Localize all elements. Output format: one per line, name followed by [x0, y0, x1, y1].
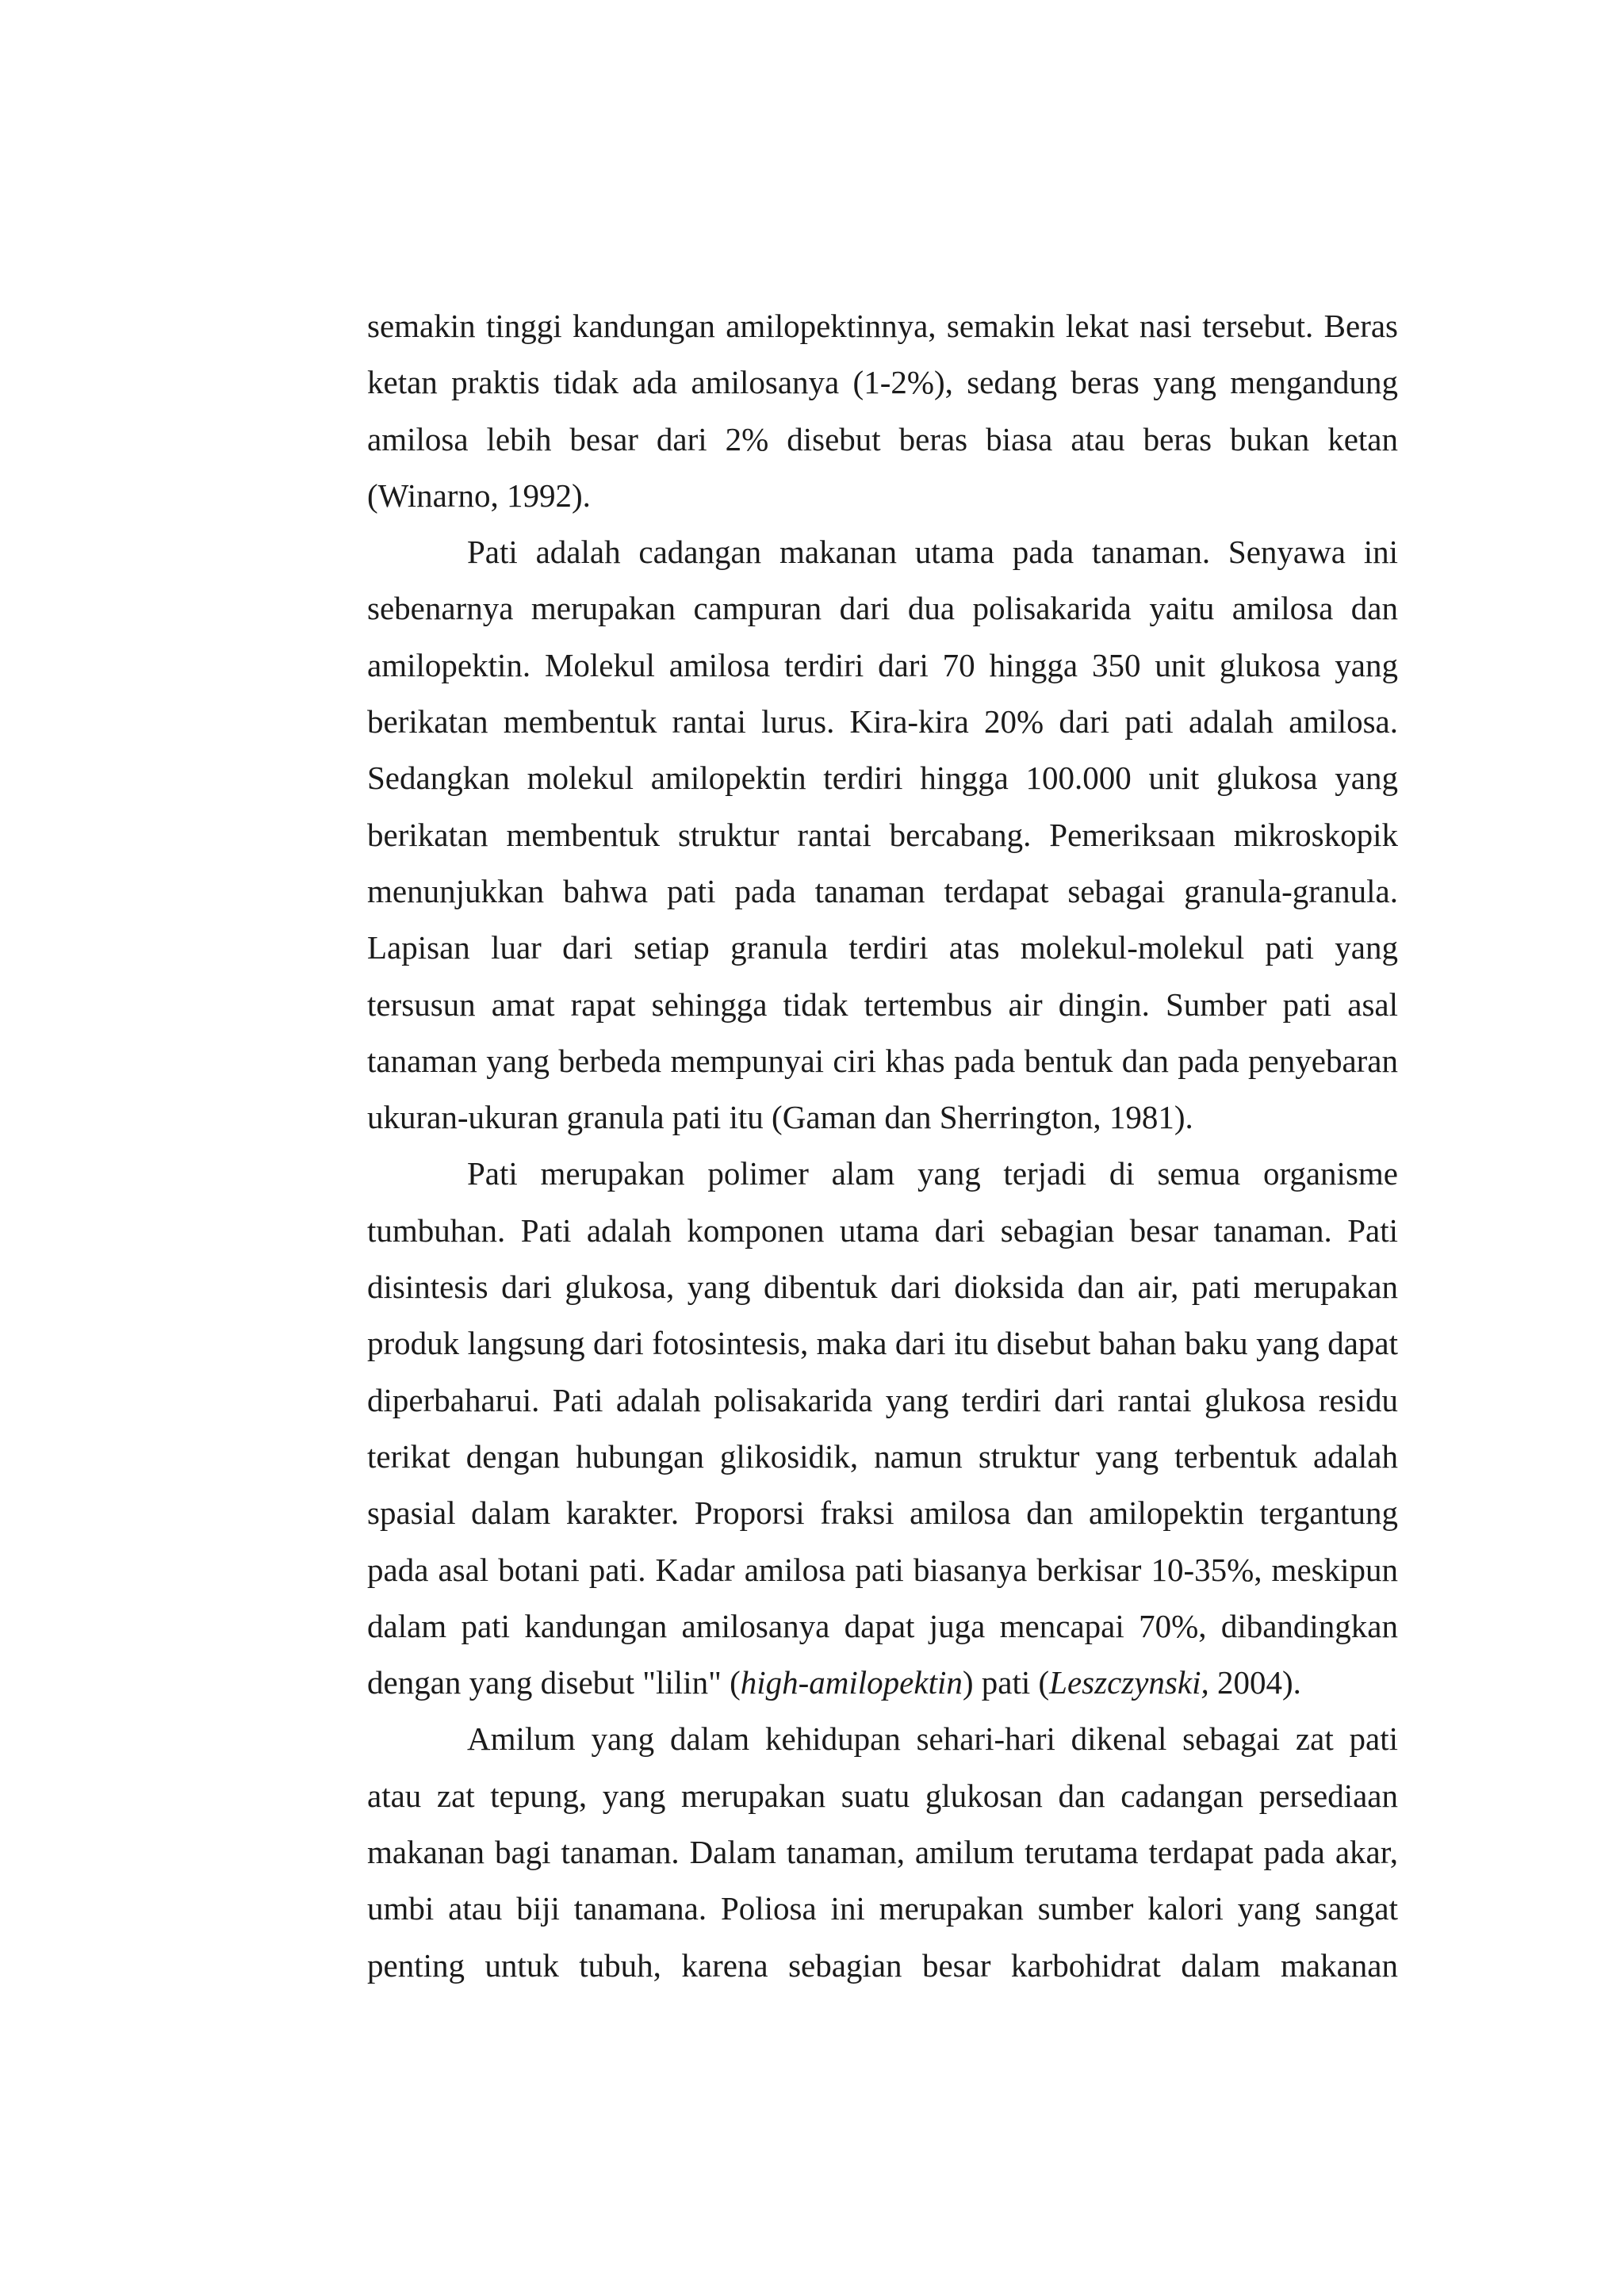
citation-year: 2004). [1208, 1664, 1301, 1701]
paragraph-1-text: semakin tinggi kandungan amilopektinnya, semakin lekat nasi tersebut. Beras ketan praktis tidak ada amilosanya (1-2%), sedang beras yang mengandung amilosa lebih besar dari 2% disebut beras biasa atau beras bukan ketan (Winarno, 1992). [367, 308, 1398, 514]
citation-author-leszczynski: Leszczynski, [1049, 1664, 1209, 1701]
paragraph-1 [367, 298, 1398, 524]
paragraph-3-text: Pati merupakan polimer alam yang terjadi di semua organisme tumbuhan. Pati adalah komponen utama dari sebagian besar tanaman. Pati disintesis dari glukosa, yang dibentuk dari dioksida dan air, pati merupakan produk langsung dari fotosintesis, maka dari itu disebut bahan baku yang dapat diperbaharui. Pati adalah polisakarida yang terdiri dari rantai glukosa residu terikat dengan hubungan glikosidik, namun struktur yang terbentuk adalah spasial dalam karakter. Proporsi fraksi amilosa dan amilopektin tergantung pada asal botani pati. Kadar amilosa pati biasanya berkisar 10-35%, meskipun dalam pati kandungan amilosanya dapat juga mencapai 70%, dibandingkan dengan yang disebut "lilin" ( [367, 1155, 1398, 1701]
paragraph-3-text-b: ) pati ( [962, 1664, 1050, 1701]
paragraph-2 [367, 524, 1398, 1146]
paragraph-3 [367, 1146, 1398, 1711]
paragraph-2-text: Pati adalah cadangan makanan utama pada tanaman. Senyawa ini sebenarnya merupakan campuran dari dua polisakarida yaitu amilosa dan amilopektin. Molekul amilosa terdiri dari 70 hingga 350 unit glukosa yang berikatan membentuk rantai lurus. Kira-kira 20% dari pati adalah amilosa. Sedangkan molekul amilopektin terdiri hingga 100.000 unit glukosa yang berikatan membentuk struktur rantai bercabang. Pemeriksaan mikroskopik menunjukkan bahwa pati pada tanaman terdapat sebagai granula-granula. Lapisan luar dari setiap granula terdiri atas molekul-molekul pati yang tersusun amat rapat sehingga tidak tertembus air dingin. Sumber pati asal tanaman yang berbeda mempunyai ciri khas pada bentuk dan pada penyebaran ukuran-ukuran granula pati itu (Gaman dan Sherrington, 1981). [367, 534, 1398, 1136]
body-text [367, 298, 1398, 1994]
italic-term-high-amilopektin: high-amilopektin [740, 1664, 963, 1701]
paragraph-4 [367, 1711, 1398, 1993]
paragraph-4-text: Amilum yang dalam kehidupan sehari-hari dikenal sebagai zat pati atau zat tepung, yang merupakan suatu glukosan dan cadangan persediaan makanan bagi tanaman. Dalam tanaman, amilum terutama terdapat pada akar, umbi atau biji tanamana. Poliosa ini merupakan sumber kalori yang sangat penting untuk tubuh, karena sebagian besar karbohidrat dalam makanan [367, 1720, 1398, 1984]
